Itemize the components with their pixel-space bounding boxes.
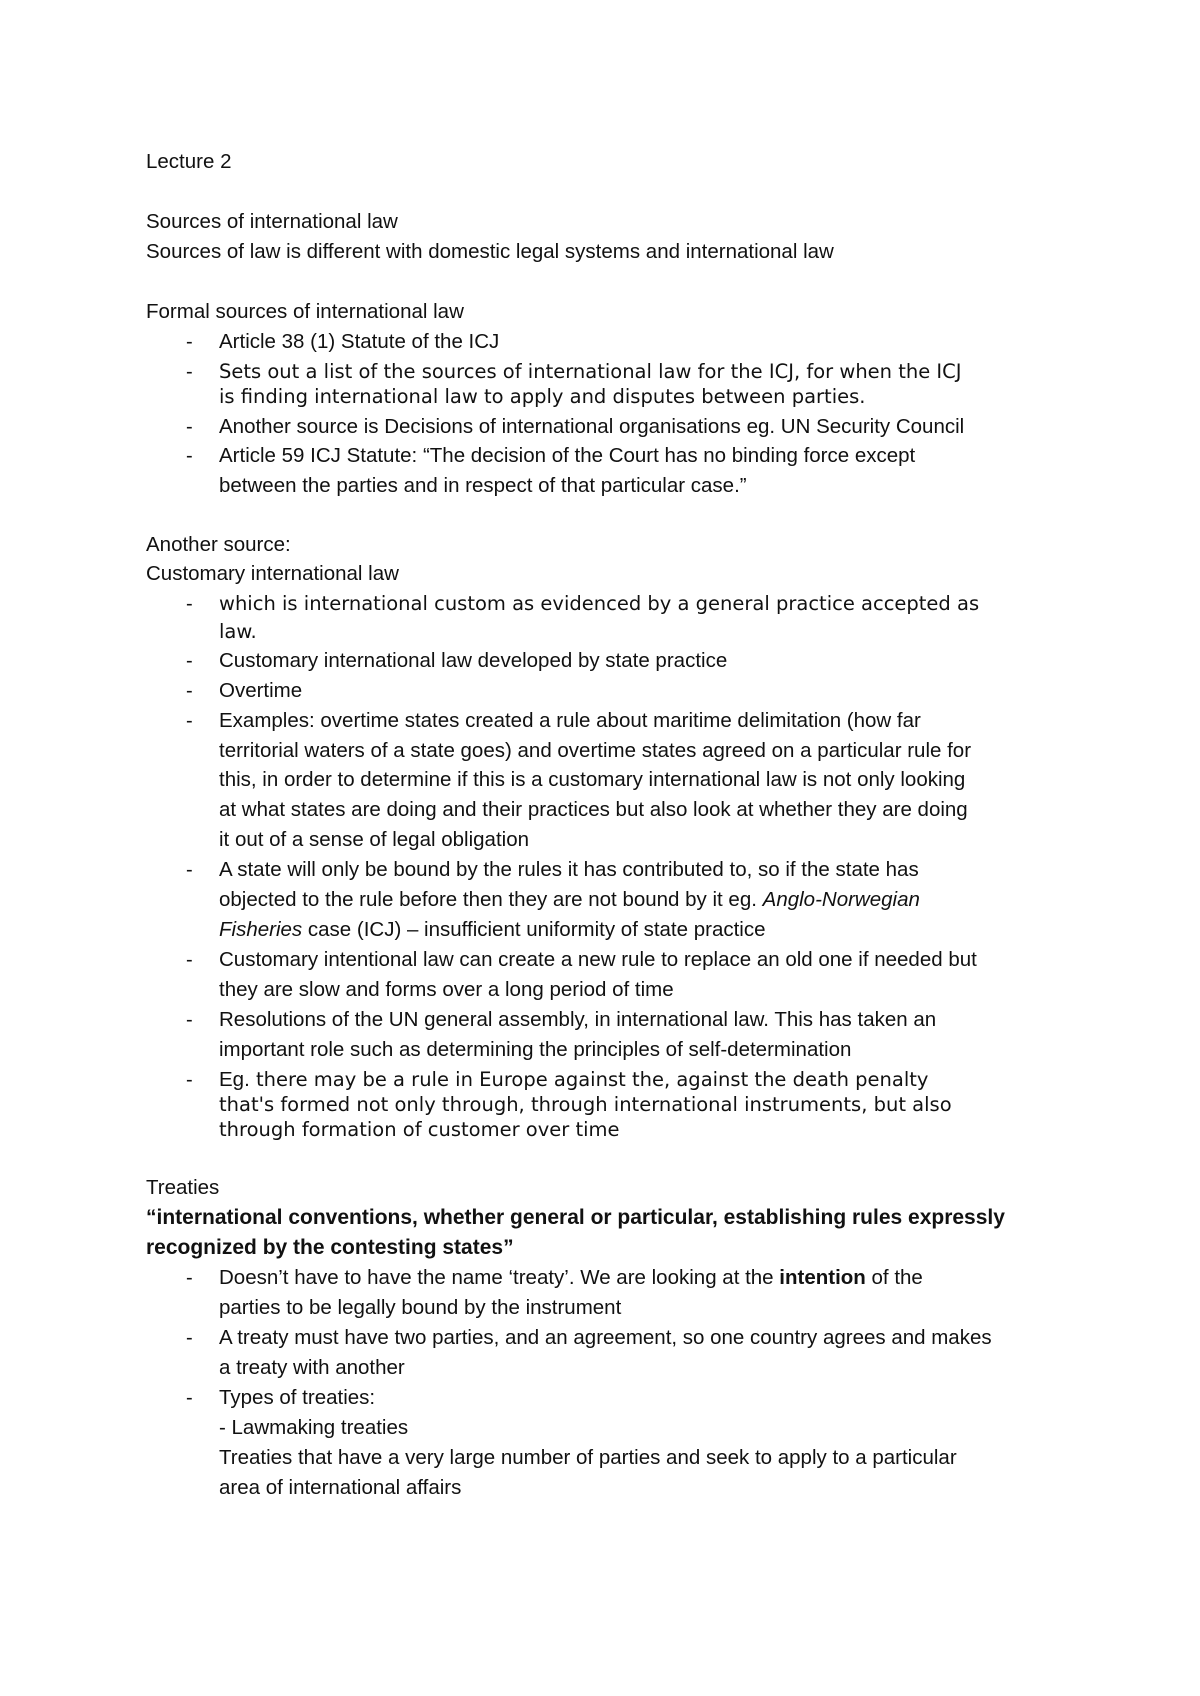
treaty-definition-quote: recognized by the contesting states” — [146, 1236, 514, 1259]
customary-item: A state will only be bound by the rules it has contributed to, so if the state has — [219, 858, 919, 881]
treaties-item-continued: a treaty with another — [219, 1356, 405, 1379]
customary-item: Examples: overtime states created a rule about maritime delimitation (how far — [219, 709, 921, 732]
bullet-dash: - — [186, 593, 193, 615]
case-name: Fisheries — [219, 918, 303, 941]
bullet-dash: - — [186, 859, 193, 881]
formal-item: Another source is Decisions of international organisations eg. UN Security Council — [219, 415, 965, 438]
customary-item: Resolutions of the UN general assembly, in international law. This has taken an — [219, 1008, 937, 1031]
bullet-dash: - — [186, 1009, 193, 1031]
customary-item: Overtime — [219, 679, 303, 702]
bullet-dash: - — [186, 1327, 193, 1349]
bullet-dash: - — [186, 361, 193, 383]
customary-item: Customary intentional law can create a new rule to replace an old one if needed but — [219, 948, 977, 971]
treaties-item — [219, 1266, 923, 1290]
customary-item — [219, 1068, 928, 1092]
treaties-description: Treaties that have a very large number of parties and seek to apply to a particular — [219, 1446, 957, 1469]
formal-item: Article 38 (1) Statute of the ICJ — [219, 330, 500, 353]
text-run: of the — [865, 1266, 923, 1289]
customary-item-continued: territorial waters of a state goes) and overtime states agreed on a particular rule for — [219, 739, 972, 762]
customary-item-continued: this, in order to determine if this is a customary international law is not only looking — [219, 768, 966, 791]
treaties-item: Types of treaties: — [219, 1386, 376, 1409]
customary-item-continued: they are slow and forms over a long period of time — [219, 978, 674, 1001]
bullet-dash: - — [186, 416, 193, 438]
another-source-heading: Another source: — [146, 533, 291, 556]
text-run: Doesn’t have to have the name ‘treaty’. We are looking at the — [219, 1266, 780, 1289]
section-heading-formal: Formal sources of international law — [146, 300, 464, 323]
customary-item-continued: important role such as determining the principles of self-determination — [219, 1038, 852, 1061]
customary-item-continued: it out of a sense of legal obligation — [219, 828, 529, 851]
bullet-dash: - — [186, 1387, 193, 1409]
formal-item: Article 59 ICJ Statute: “The decision of the Court has no binding force except — [219, 444, 916, 467]
bullet-dash: - — [186, 680, 193, 702]
customary-item-continued: law. — [219, 620, 257, 643]
bullet-dash: - — [186, 1267, 193, 1289]
customary-item-continued: at what states are doing and their practices but also look at whether they are doing — [219, 798, 968, 821]
emphasis: intention — [779, 1266, 866, 1289]
treaties-description: area of international affairs — [219, 1476, 462, 1499]
customary-item-continued: that's formed not only through, through international instruments, but also — [219, 1093, 952, 1116]
text-run: objected to the rule before then they are not bound by it eg. — [219, 888, 763, 911]
page-title: Lecture 2 — [146, 150, 232, 173]
customary-item-continued — [219, 888, 920, 912]
bullet-dash: - — [186, 445, 193, 467]
treaties-item-continued: parties to be legally bound by the instrument — [219, 1296, 622, 1319]
formal-item-continued: is finding international law to apply and disputes between parties. — [219, 385, 866, 408]
customary-item-continued — [219, 918, 766, 942]
customary-item: Customary international law developed by state practice — [219, 649, 728, 672]
treaty-definition-quote: “international conventions, whether general or particular, establishing rules expressly — [146, 1206, 1005, 1229]
text-run: case (ICJ) – insufficient uniformity of state practice — [302, 918, 766, 941]
bullet-dash: - — [186, 949, 193, 971]
section-heading-treaties: Treaties — [146, 1176, 220, 1199]
bullet-dash: - — [186, 1069, 193, 1091]
sources-subtitle: Sources of law is different with domestic legal systems and international law — [146, 240, 834, 263]
formal-item: Sets out a list of the sources of international law for the ICJ, for when the ICJ — [219, 360, 962, 383]
formal-item-continued: between the parties and in respect of that particular case.” — [219, 474, 747, 497]
treaties-item: A treaty must have two parties, and an agreement, so one country agrees and makes — [219, 1326, 992, 1349]
text-run: Eg. — [219, 1068, 250, 1091]
treaties-subitem: - Lawmaking treaties — [219, 1416, 409, 1439]
section-heading-sources: Sources of international law — [146, 210, 398, 233]
bullet-dash: - — [186, 650, 193, 672]
text-run: there may be a rule in Europe against the, against the death penalty — [249, 1068, 929, 1091]
bullet-dash: - — [186, 710, 193, 732]
section-heading-customary: Customary international law — [146, 562, 399, 585]
case-name: Anglo-Norwegian — [762, 888, 920, 911]
customary-item: which is international custom as evidenced by a general practice accepted as — [219, 592, 980, 615]
bullet-dash: - — [186, 331, 193, 353]
customary-item-continued: through formation of customer over time — [219, 1118, 620, 1141]
